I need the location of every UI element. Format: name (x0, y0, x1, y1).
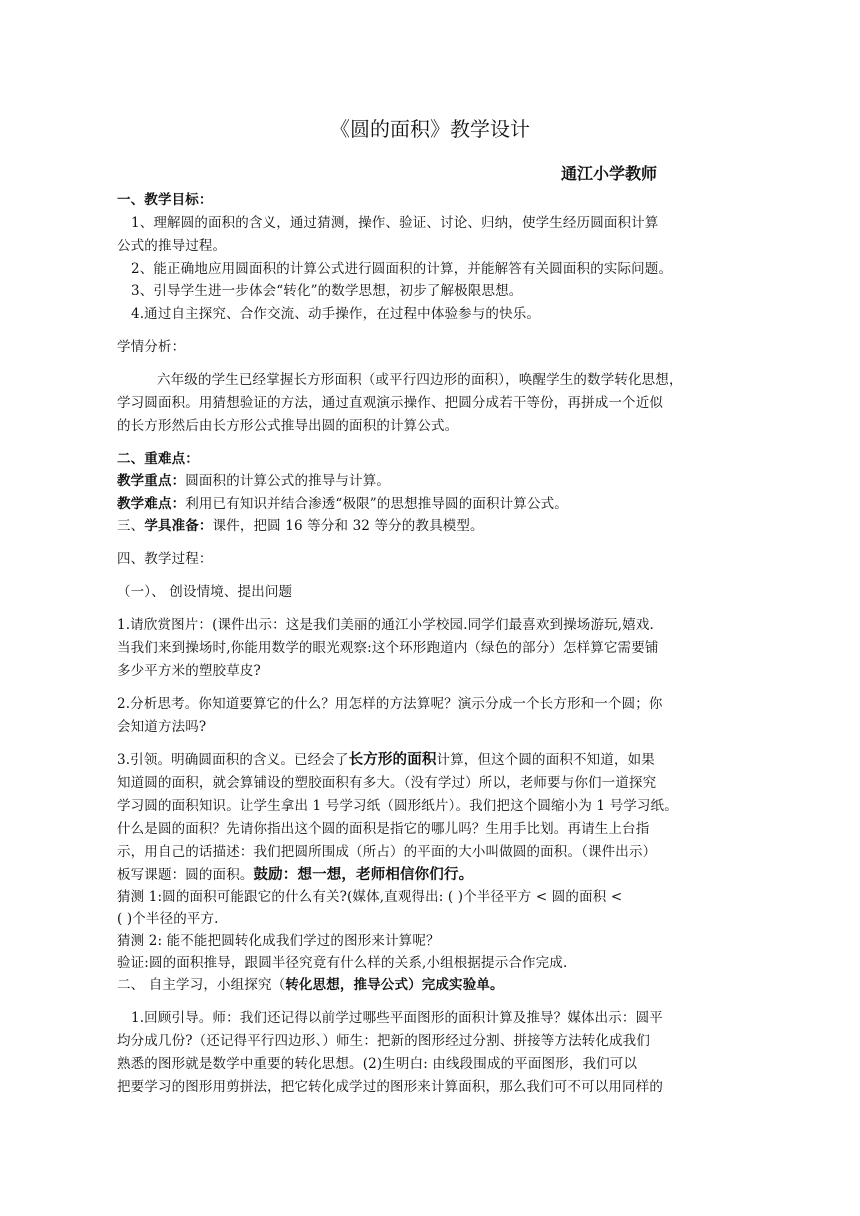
objective-3: 3、引导学生进一步体会“转化”的数学思想，初步了解极限思想。 (131, 283, 523, 299)
teaching-difficulty-label: 教学难点： (117, 496, 186, 512)
document-title: 《圆的面积》教学设计 (330, 117, 530, 141)
tools-text: 课件，把圆 16 等分和 32 等分的教具模型。 (212, 518, 484, 534)
guess-1-line-1: 猜测 1:圆的面积可能跟它的什么有关?(媒体,直观得出: ( )个半径平方 < 圆的面积 < (117, 889, 623, 905)
para-3-line-4: 什么是圆的面积？先请你指出这个圆的面积是指它的哪儿吗？生用手比划。再请生上台指 (117, 821, 650, 837)
analysis-line-3: 的长方形然后由长方形公式推导出圆的面积的计算公式。 (117, 418, 459, 434)
teaching-difficulty (117, 494, 568, 514)
teaching-focus-label: 教学重点： (117, 473, 186, 489)
analysis-heading: 学情分析： (117, 339, 186, 355)
objective-4: 4.通过自主探究、合作交流、动手操作，在过程中体验参与的快乐。 (131, 306, 541, 322)
para-3-line-2: 知道圆的面积，就会算铺设的塑胶面积有多大。（没有学过）所以，老师要与你们一道探究 (117, 775, 657, 791)
objectives-heading: 一、教学目标： (117, 192, 213, 208)
para-3-line-1-c: 计算，但这个圆的面积不知道，如果 (436, 752, 655, 768)
analysis-line-1: 六年级的学生已经掌握长方形面积（或平行四边形的面积），唤醒学生的数学转化思想， (157, 372, 683, 388)
objective-1-line-2: 公式的推导过程。 (117, 238, 227, 254)
teaching-difficulty-text: 利用已有知识并结合渗透“极限”的思想推导圆的面积计算公式。 (185, 496, 568, 512)
process-subheading-1: （一）、 创设情境、提出问题 (117, 584, 293, 600)
teaching-focus (117, 471, 390, 491)
tools-number: 三、 (117, 518, 145, 534)
keypoints-heading: 二、重难点： (117, 451, 199, 467)
para-3-line-5: 示，用自己的话描述：我们把圆所围成（所占）的平面的大小叫做圆的面积。（课件出示） (117, 844, 657, 860)
guess-2: 猜测 2: 能不能把圆转化成我们学过的图形来计算呢？ (117, 933, 440, 949)
tools-label: 学具准备： (144, 518, 213, 534)
analysis-line-2: 学习圆面积。用猜想验证的方法，通过直观演示操作、把圆分成若干等份，再拼成一个近似 (117, 395, 663, 411)
para-1-line-1: 1.请欣赏图片：(课件出示：这是我们美丽的通江小学校园.同学们最喜欢到操场游玩,嬉戏. (117, 617, 654, 633)
para-3-line-3: 学习圆的面积知识。让学生拿出 1 号学习纸（圆形纸片）。我们把这个圆缩小为 1 号学习纸。 (117, 798, 678, 814)
para-1-line-2: 当我们来到操场时,你能用数学的眼光观察:这个环形跑道内（绿色的部分）怎样算它需要铺 (117, 640, 659, 656)
teaching-focus-text: 圆面积的计算公式的推导与计算。 (185, 473, 390, 489)
encouragement-emphasis: 鼓励：想一想，老师相信你们行。 (253, 867, 474, 883)
review-line-2: 均分成几份?（还记得平行四边形、）师生：把新的图形经过分割、拼接等方法转化成我们 (117, 1033, 650, 1049)
process-subheading-2 (117, 975, 504, 995)
process-subheading-2-a: 二、 自主学习，小组探究（ (117, 977, 286, 993)
rectangle-area-emphasis: 长方形的面积 (348, 752, 437, 768)
author-line: 通江小学教师 (561, 164, 658, 183)
review-line-4: 把要学习的图形用剪拼法，把它转化成学过的图形来计算面积，那么我们可不可以用同样的 (117, 1079, 663, 1095)
review-line-1: 1.回顾引导。师：我们还记得以前学过哪些平面图形的面积计算及推导？媒体出示：圆平 (131, 1010, 663, 1026)
para-3-line-1 (117, 750, 655, 770)
para-1-line-3: 多少平方米的塑胶草皮? (117, 663, 261, 679)
para-2-line-1: 2.分析思考。你知道要算它的什么？用怎样的方法算呢？演示分成一个长方形和一个圆；你 (117, 696, 663, 712)
process-heading: 四、教学过程： (117, 551, 213, 567)
para-2-line-2: 会知道方法吗? (117, 719, 207, 735)
objective-2: 2、能正确地应用圆面积的计算公式进行圆面积的计算，并能解答有关圆面积的实际问题。 (131, 261, 673, 277)
process-subheading-2-b: 转化思想，推导公式）完成实验单。 (285, 977, 504, 993)
verification: 验证:圆的面积推导，跟圆半径究竟有什么样的关系,小组根据提示合作完成. (117, 955, 568, 971)
para-3-line-1-a: 3.引领。明确圆面积的含义。已经会了 (117, 752, 349, 768)
para-3-line-6 (117, 865, 473, 885)
objective-1-line-1: 1、理解圆的面积的含义，通过猜测，操作、验证、讨论、归纳，使学生经历圆面积计算 (131, 215, 659, 231)
tools-line (117, 516, 484, 536)
review-line-3: 熟悉的图形就是数学中重要的转化思想。(2)生明白: 由线段围成的平面图形，我们可以 (117, 1056, 638, 1072)
guess-1-line-2: ( )个半径的平方. (117, 911, 219, 927)
para-3-line-6-a: 板写课题：圆的面积。 (117, 867, 254, 883)
